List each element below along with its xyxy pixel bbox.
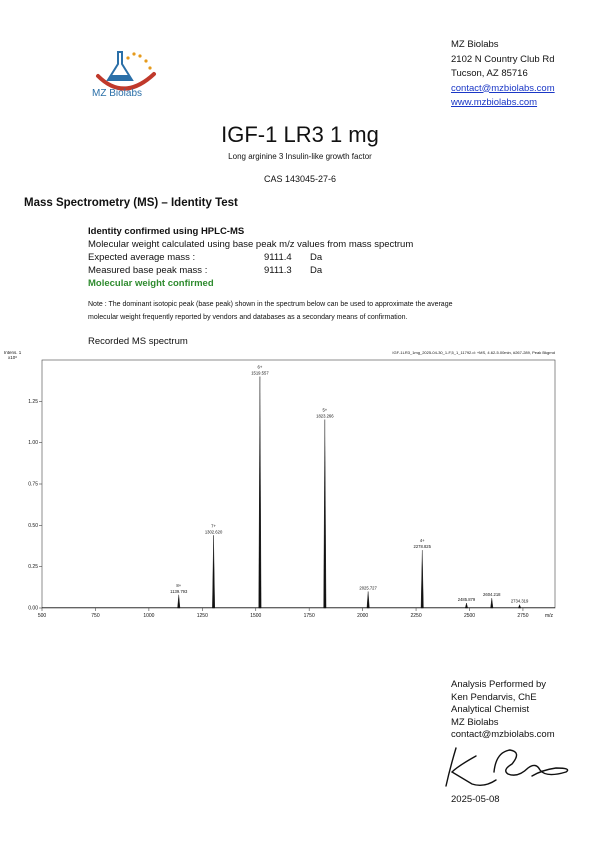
note-line-2: molecular weight frequently reported by vendors and databases as a secondary means of confirmation.	[88, 314, 408, 321]
logo-text: MZ Biolabs	[92, 88, 143, 99]
analyst-block	[451, 679, 555, 742]
address-line-1: 2102 N Country Club Rd	[451, 53, 555, 65]
ms-spectrum-chart	[0, 346, 600, 624]
signature-date: 2025-05-08	[451, 794, 500, 805]
peak-mz-label: 2485.879	[457, 597, 476, 603]
spectrum-peak	[491, 598, 493, 608]
identity-description: Molecular weight calculated using base peak m/z values from mass spectrum	[88, 239, 414, 250]
y-tick-label: 0.25	[28, 564, 38, 571]
peak-mz-label: 2278.825	[413, 544, 431, 550]
y-tick-label: 1.00	[28, 440, 38, 447]
peak-mz-label: 2604.218	[483, 592, 501, 598]
spectrum-peak	[465, 603, 467, 608]
product-subtitle: Long arginine 3 Insulin-like growth factor	[228, 152, 372, 161]
peak-charge-label: 5+	[322, 407, 328, 413]
plot-frame	[42, 360, 555, 608]
x-tick-label: 1500	[250, 613, 262, 619]
analyst-name: Ken Pendarvis, ChE	[451, 691, 537, 703]
x-tick-label: 2000	[357, 613, 369, 619]
measured-mass-label: Measured base peak mass :	[88, 265, 208, 276]
expected-mass-unit: Da	[310, 252, 323, 263]
x-tick-label: 1250	[196, 613, 208, 619]
section-title: Mass Spectrometry (MS) – Identity Test	[24, 197, 238, 209]
y-tick-label: 0.00	[28, 605, 38, 612]
peak-charge-label: 8+	[176, 582, 182, 588]
product-title: IGF-1 LR3 1 mg	[221, 122, 379, 147]
x-tick-label: 2750	[517, 613, 529, 619]
website-link[interactable]: www.mzbiolabs.com	[451, 97, 538, 108]
cas-number: CAS 143045-27-6	[263, 174, 337, 184]
x-tick-label: 1750	[303, 613, 315, 619]
note-line-1: Note : The dominant isotopic peak (base peak) shown in the spectrum below can be used to approximate the average	[88, 301, 453, 308]
measured-mass-unit: Da	[310, 265, 323, 276]
peak-mz-label: 1519.557	[251, 370, 269, 376]
handwritten-signature	[436, 738, 576, 793]
spectrum-peak	[421, 550, 423, 608]
x-tick-label: 500	[37, 613, 47, 619]
address-line-2: Tucson, AZ 85716	[451, 68, 528, 79]
chart-header-left: Intens. 1	[4, 350, 22, 355]
chart-header-right: IGF-1LR3_1mg_2025-04-30_1-F,5_1_11792.d: +MS, 4.62-5.00min, #267-289, Peak Bkgrnd	[392, 350, 555, 355]
ms-spectrum-label: Recorded MS spectrum	[88, 336, 188, 347]
peak-charge-label: 4+	[419, 538, 425, 544]
spectrum-peak	[518, 605, 520, 608]
spectrum-peak	[324, 420, 326, 608]
expected-mass-label: Expected average mass :	[88, 252, 196, 263]
y-tick-label: 1.25	[28, 398, 38, 405]
expected-mass-value: 9111.4	[264, 252, 292, 263]
analyst-company: MZ Biolabs	[451, 716, 499, 728]
note	[88, 298, 508, 324]
company-address-block	[451, 38, 555, 111]
x-tick-label: 1000	[143, 613, 155, 619]
peak-mz-label: 2734.319	[510, 598, 529, 604]
spectrum-peak	[259, 377, 261, 608]
x-tick-label: 750	[91, 613, 100, 619]
y-tick-label: 0.50	[28, 522, 38, 529]
measured-mass-row	[88, 264, 413, 277]
peak-charge-label: 6+	[257, 364, 263, 370]
identity-info	[88, 225, 413, 290]
peak-mz-label: 1139.793	[170, 588, 188, 594]
analyst-email: contact@mzbiolabs.com	[451, 729, 555, 740]
analyst-line-1: Analysis Performed by	[451, 679, 547, 690]
spectrum-peak	[367, 591, 369, 608]
identity-heading: Identity confirmed using HPLC-MS	[88, 226, 245, 237]
y-tick-label: 0.75	[28, 481, 38, 488]
spectrum-peak	[212, 535, 214, 608]
peak-mz-label: 1302.620	[204, 529, 223, 535]
peak-mz-label: 2025.727	[359, 585, 377, 591]
email-link[interactable]: contact@mzbiolabs.com	[451, 82, 555, 94]
x-axis-label: m/z	[544, 613, 554, 619]
spectrum-peak	[178, 595, 180, 608]
analyst-title: Analytical Chemist	[451, 704, 530, 715]
measured-mass-value: 9111.3	[264, 265, 292, 276]
x-tick-label: 2250	[410, 613, 422, 619]
expected-mass-row	[88, 251, 413, 264]
company-name: MZ Biolabs	[451, 39, 499, 50]
peak-charge-label: 7+	[211, 523, 216, 529]
result-confirmed: Molecular weight confirmed	[88, 278, 214, 289]
x-tick-label: 2500	[463, 613, 476, 619]
peak-mz-label: 1823.266	[316, 413, 334, 419]
chart-header-left-2: x10⁶	[8, 355, 18, 360]
